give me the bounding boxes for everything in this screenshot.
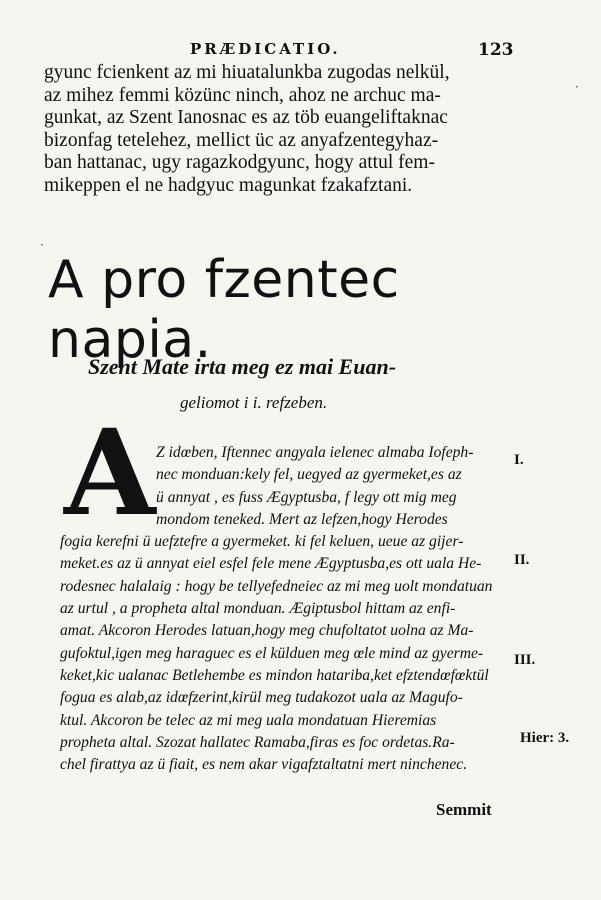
text-line: fogua es alab,az idœfzerint,kirül meg tudakozot uala az Magufo- [60, 689, 463, 707]
text-line: Z idœben, Iftennec angyala ielenec almaba Iofeph- [156, 444, 474, 461]
text-line: rodesnec halalaig : hogy be tellyefedneiec az mi meg uolt mondatuan [60, 577, 493, 595]
text-line: amat. Akcoron Herodes latuan,hogy meg chufoltatot uolna az Ma- [60, 622, 474, 640]
text-line: bizonfag tetelehez, mellict üc az anyafzentegyhaz- [44, 129, 439, 151]
text-line: chel firattya az ü fiait, es nem akar vigafztaltatni mert ninchenec. [60, 756, 468, 774]
text-line: mikeppen el ne hadgyuc magunkat fzakafztani. [44, 174, 413, 196]
section-heading: A pro fzentec napia. [48, 250, 400, 370]
ink-speck: · [40, 238, 44, 252]
drop-cap-initial: A [64, 403, 156, 542]
text-line: keket,kic ualanac Betlehembe es mindon hatariba,ket efztendœfœktül [60, 666, 489, 684]
text-line: propheta altal. Szozat hallatec Ramaba,firas es foc ordetas.Ra- [60, 733, 455, 751]
catchword: Semmit [436, 800, 492, 819]
margin-note-4: Hier: 3. [520, 730, 570, 746]
text-line: ü annyat , es fuss Ægyptusba, f legy ott mig meg [156, 488, 457, 506]
margin-note-1: I. [514, 452, 524, 468]
subtitle-line-1: Szent Mate irta meg ez mai Euan- [88, 354, 397, 379]
top-paragraph [44, 62, 514, 198]
text-line: ktul. Akcoron be telec az mi meg uala mondatuan Hieremias [60, 711, 437, 729]
text-line: gufoktul,igen meg haraguec es el külduen meg œle mind az gyerme- [60, 644, 484, 662]
subtitle-line-2: geliomot i i. refzeben. [180, 393, 328, 412]
text-line: nec monduan:kely fel, uegyed az gyermeket,es az [156, 466, 462, 484]
text-line: gunkat, az Szent Ianosnac es az töb euangeliftaknac [44, 107, 448, 129]
page-number: 123 [478, 40, 514, 60]
text-line: gyunc fcienkent az mi hiuatalunkba zugodas nelkül, [44, 62, 450, 83]
text-line: ban hattanac, ugy ragazkodgyunc, hogy attul fem- [44, 152, 435, 174]
text-line: az urtul , a propheta altal monduan. Ægiptusbol hittam az enfi- [60, 600, 456, 618]
margin-note-2: II. [514, 552, 530, 568]
running-head: PRÆDICATIO. [190, 40, 341, 58]
text-line: fogia kerefni ü uefztefre a gyermeket. ki fel keluen, ueue az gijer- [60, 533, 464, 551]
gospel-text [60, 442, 510, 776]
text-line: az mihez femmi közünc ninch, ahoz ne archuc ma- [44, 84, 441, 106]
text-line: meket.es az ü annyat eiel esfel fele mene Ægyptusba,es ott uala He- [60, 555, 482, 573]
ink-speck: · [575, 80, 579, 94]
margin-note-3: III. [514, 652, 536, 668]
text-line: mondom teneked. Mert az lefzen,hogy Herodes [156, 510, 448, 528]
